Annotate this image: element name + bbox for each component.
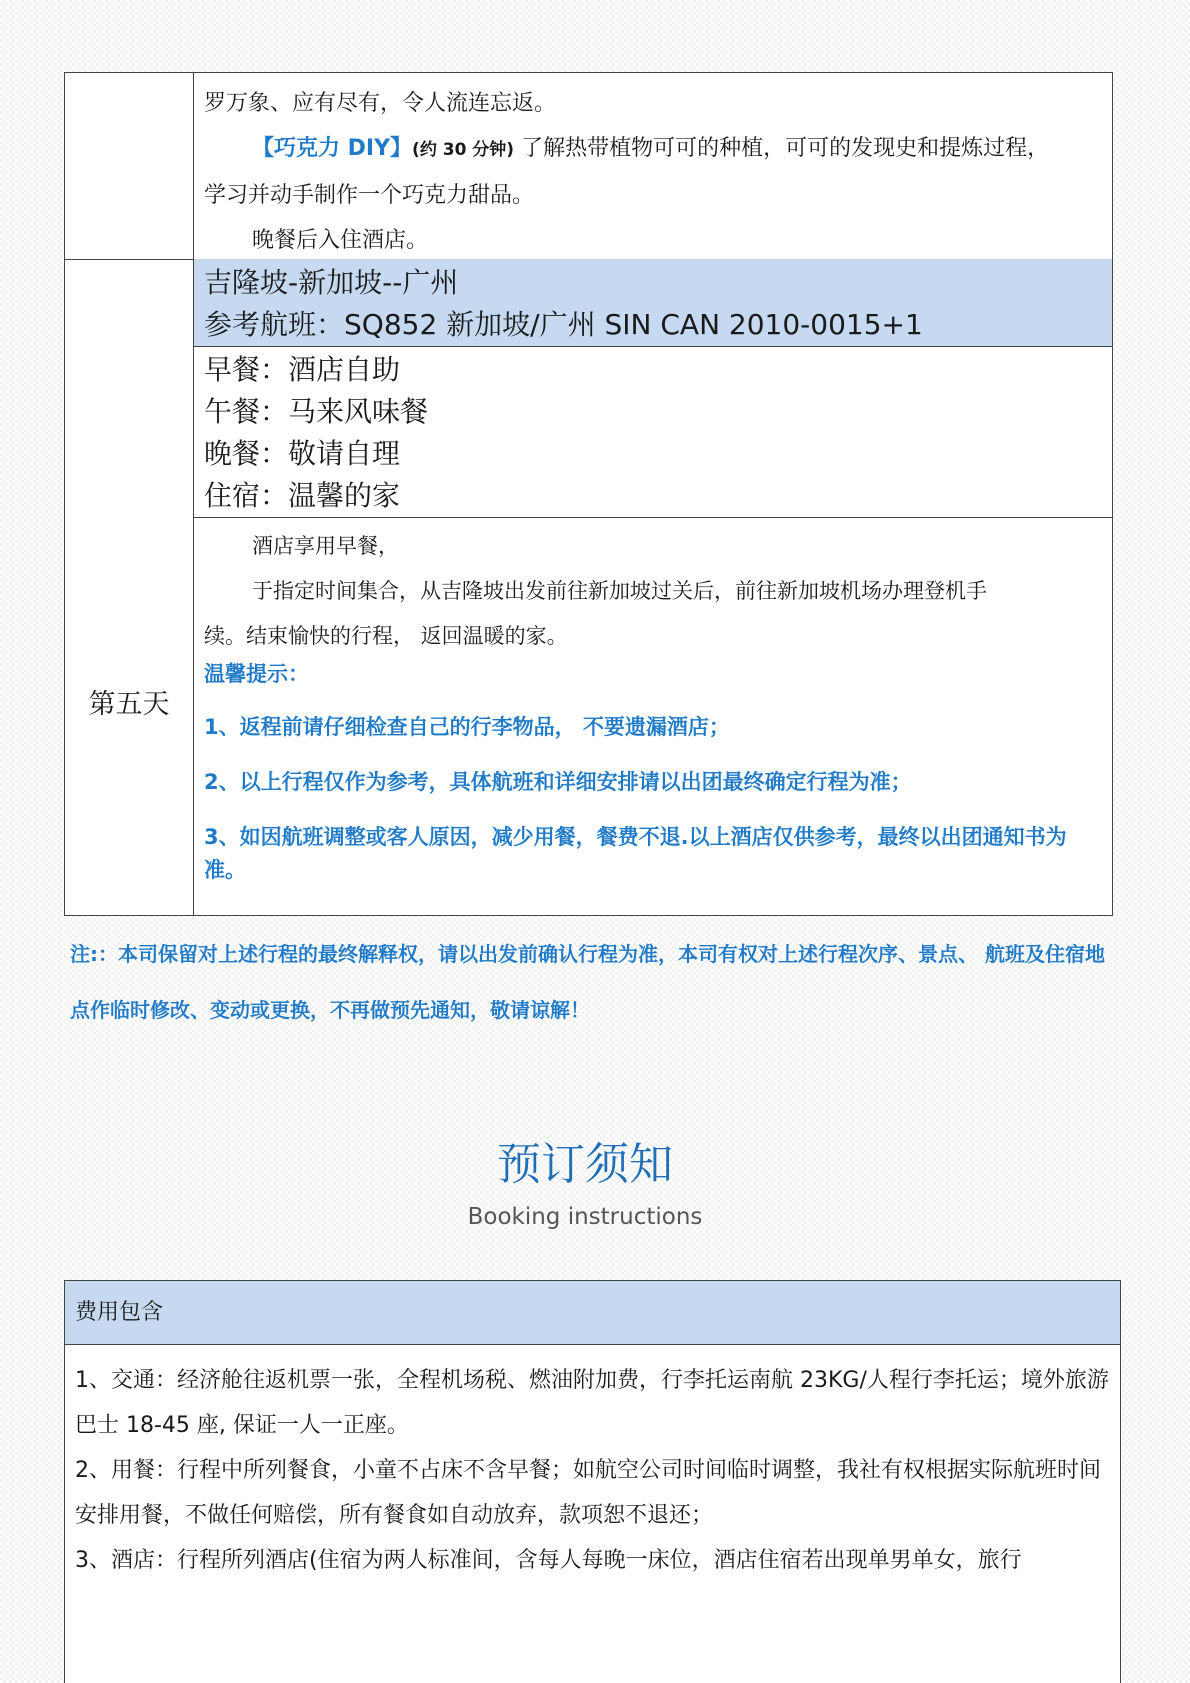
- row-divider: [193, 517, 1112, 518]
- chocolate-diy-paragraph: [204, 126, 1102, 173]
- booking-title: 预订须知: [497, 1139, 673, 1190]
- tip-item: 1、返程前请仔细检查自己的行李物品， 不要遗漏酒店；: [204, 715, 730, 739]
- tip-item: 3、如因航班调整或客人原因，减少用餐，餐费不退.以上酒店仅供参考，最终以出团通知书为准。: [204, 825, 1067, 882]
- booking-subtitle: Booking instructions: [467, 1204, 703, 1230]
- accommodation: 住宿：温馨的家: [204, 479, 401, 512]
- day4-continued-text: 罗万象、应有尽有，令人流连忘返。: [204, 91, 557, 116]
- fee-item-transport: 1、交通：经济舱往返机票一张，全程机场税、燃油附加费，行李托运南航 23KG/人程行李托运；境外旅游巴士 18-45 座, 保证一人一正座。: [75, 1368, 1109, 1438]
- fee-item-meals: 2、用餐：行程中所列餐食，小童不占床不含早餐；如航空公司时间临时调整，我社有权根据实际航班时间安排用餐，不做任何赔偿，所有餐食如自动放弃，款项恕不退还；: [75, 1458, 1102, 1528]
- day5-desc-departure: 于指定时间集合，从吉隆坡出发前往新加坡过关后，前往新加坡机场办理登机手: [252, 579, 987, 603]
- row-divider: [193, 346, 1112, 347]
- tips-title: 温馨提示：: [204, 662, 309, 686]
- chocolate-diy-description-cont: 学习并动手制作一个巧克力甜品。: [204, 183, 535, 208]
- column-divider: [193, 73, 194, 915]
- meal-lunch: 午餐：马来风味餐: [204, 395, 429, 428]
- meal-dinner: 晚餐：敬请自理: [204, 437, 401, 470]
- day5-route: 吉隆坡-新加坡--广州: [204, 266, 459, 299]
- day5-meals: [204, 349, 1102, 517]
- itinerary-table: [64, 72, 1113, 916]
- chocolate-diy-title: 【巧克力 DIY】: [252, 136, 413, 161]
- day5-route-block: [204, 262, 1102, 346]
- chocolate-diy-description: 了解热带植物可可的种植，可可的发现史和提炼过程，: [521, 136, 1050, 161]
- day5-description: [204, 524, 1102, 887]
- day4-details: [204, 81, 1102, 263]
- booking-table: [64, 1280, 1121, 1683]
- fee-included-body: [75, 1358, 1110, 1583]
- day5-desc-breakfast: 酒店享用早餐，: [252, 534, 399, 558]
- tip-item: 2、以上行程仅作为参考，具体航班和详细安排请以出团最终确定行程为准；: [204, 770, 912, 794]
- day5-flight: 参考航班：SQ852 新加坡/广州 SIN CAN 2010-0015+1: [204, 308, 923, 341]
- chocolate-diy-duration: (约 30 分钟): [412, 140, 515, 160]
- disclaimer-note: 注:：本司保留对上述行程的最终解释权，请以出发前确认行程为准，本司有权对上述行程次序、景点、 航班及住宿地点作临时修改、变动或更换，不再做预先通知，敬请谅解！: [70, 942, 1105, 1022]
- day4-evening-text: 晚餐后入住酒店。: [252, 228, 429, 253]
- fee-included-header: 费用包含: [65, 1281, 1120, 1345]
- day5-desc-return: 续。结束愉快的行程， 返回温暖的家。: [204, 624, 568, 648]
- fee-item-hotel: 3、酒店：行程所列酒店(住宿为两人标准间，含每人每晚一床位，酒店住宿若出现单男单女，旅行: [75, 1548, 1022, 1573]
- meal-breakfast: 早餐：酒店自助: [204, 353, 401, 386]
- day5-label: 第五天: [88, 689, 170, 720]
